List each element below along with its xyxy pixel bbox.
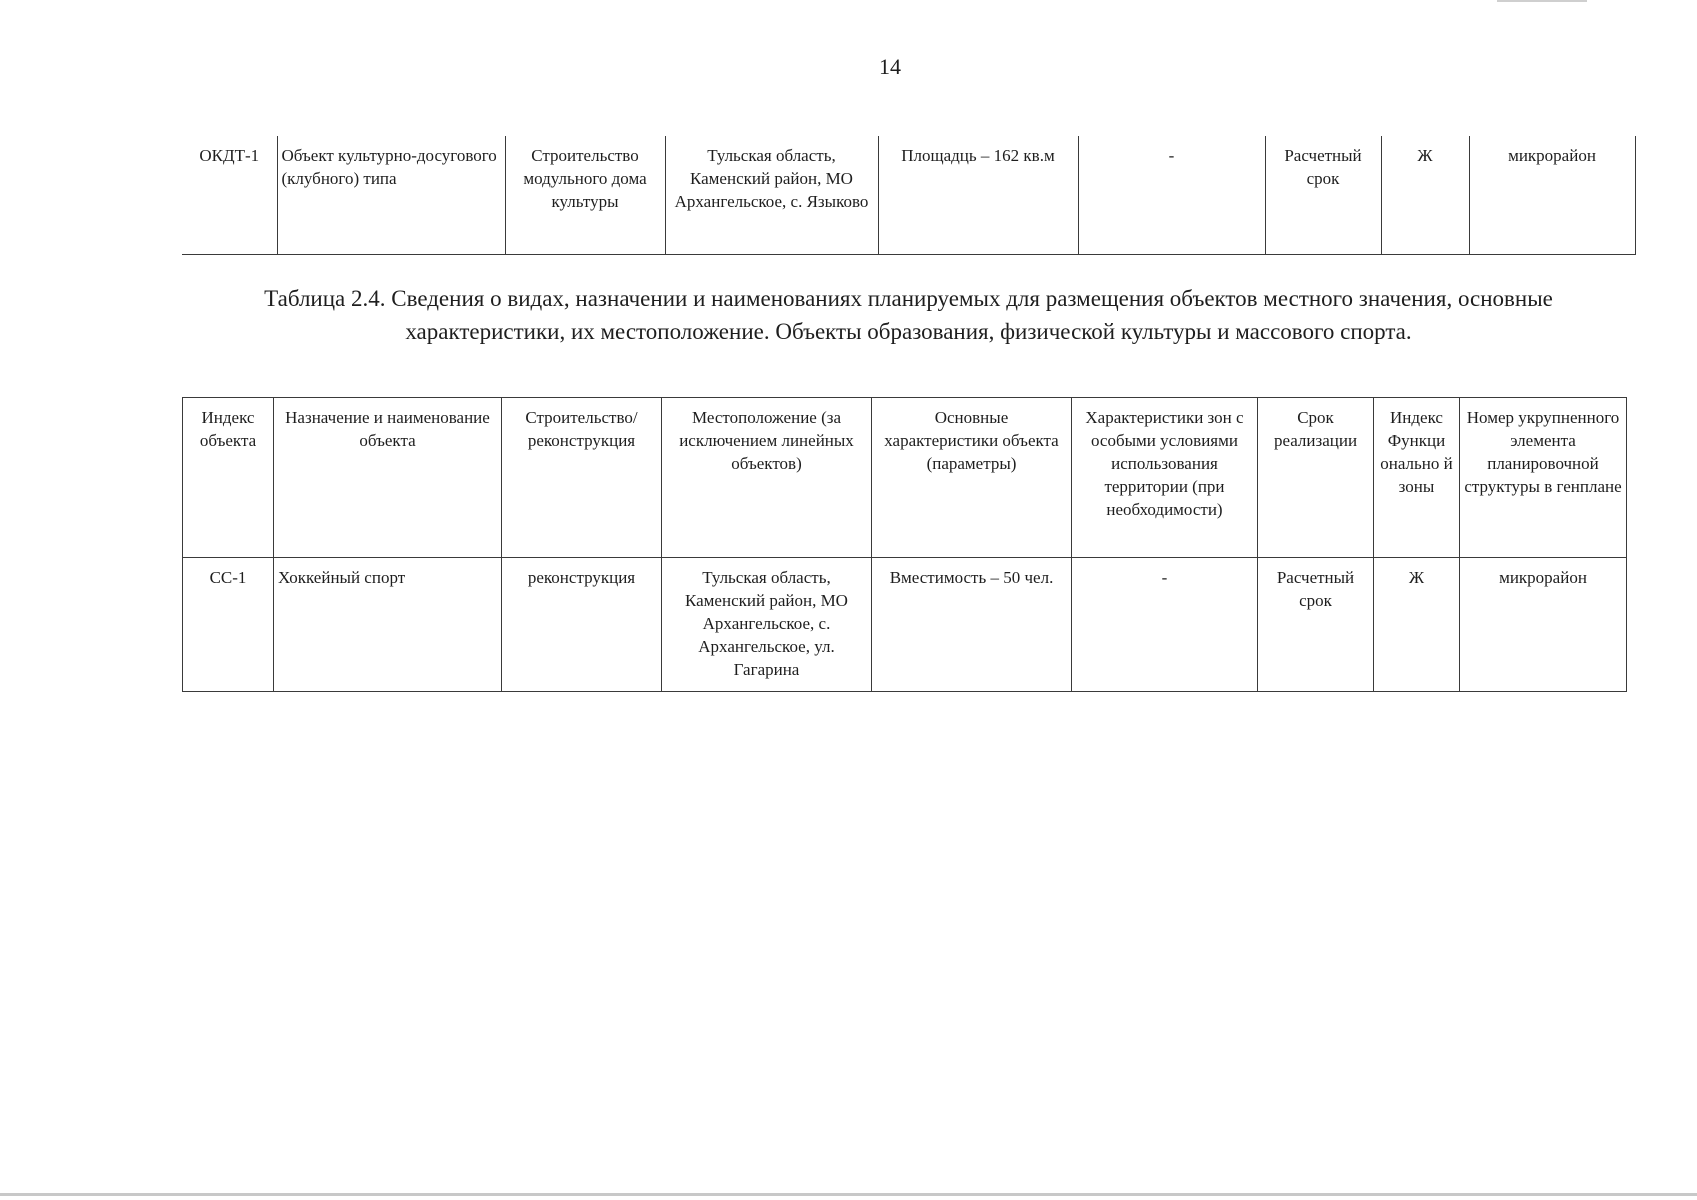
cell-zone-index: Ж (1374, 558, 1460, 692)
header-zone-index: Индекс Функци онально й зоны (1374, 398, 1460, 558)
cell-term: Расчетный срок (1258, 558, 1374, 692)
header-characteristics: Основные характеристики объекта (параметры) (872, 398, 1072, 558)
cell-zones: - (1078, 136, 1265, 254)
table-row (182, 136, 1635, 254)
table-row (183, 558, 1627, 692)
header-zones: Характеристики зон с особыми условиями использования территории (при необходимости) (1072, 398, 1258, 558)
header-term: Срок реализации (1258, 398, 1374, 558)
header-element: Номер укрупненного элемента планировочной структуры в генплане (1460, 398, 1627, 558)
page-number: 14 (879, 54, 901, 79)
page-bottom-edge (0, 1193, 1697, 1196)
cell-element: микрорайон (1460, 558, 1627, 692)
cell-zones: - (1072, 558, 1258, 692)
continuation-table (182, 136, 1636, 255)
cell-index: СС-1 (183, 558, 274, 692)
cell-characteristics: Площадць – 162 кв.м (878, 136, 1078, 254)
header-construction: Строительство/ реконструкция (502, 398, 662, 558)
header-index: Индекс объекта (183, 398, 274, 558)
cell-characteristics: Вместимость – 50 чел. (872, 558, 1072, 692)
cell-name: Объект культурно-досугового (клубного) типа (277, 136, 505, 254)
header-name: Назначение и наименование объекта (274, 398, 502, 558)
cell-element: микрорайон (1469, 136, 1635, 254)
cell-term: Расчетный срок (1265, 136, 1381, 254)
cell-location: Тульская область, Каменский район, МО Архангельское, с. Архангельское, ул. Гагарина (662, 558, 872, 692)
cell-location: Тульская область, Каменский район, МО Архангельское, с. Языково (665, 136, 878, 254)
cell-construction: Строительство модульного дома культуры (505, 136, 665, 254)
scan-artifact-mark (1497, 0, 1587, 2)
cell-name: Хоккейный спорт (274, 558, 502, 692)
cell-index: ОКДТ-1 (182, 136, 277, 254)
table-caption: Таблица 2.4. Сведения о видах, назначении и наименованиях планируемых для размещения объектов местного значения, основные характеристики, их местоположение. Объекты образования, физической культуры и массового спорта. (264, 286, 1553, 344)
header-location: Местоположение (за исключением линейных объектов) (662, 398, 872, 558)
cell-construction: реконструкция (502, 558, 662, 692)
sport-objects-table (182, 397, 1627, 692)
table-header-row (183, 398, 1627, 558)
cell-zone-index: Ж (1381, 136, 1469, 254)
